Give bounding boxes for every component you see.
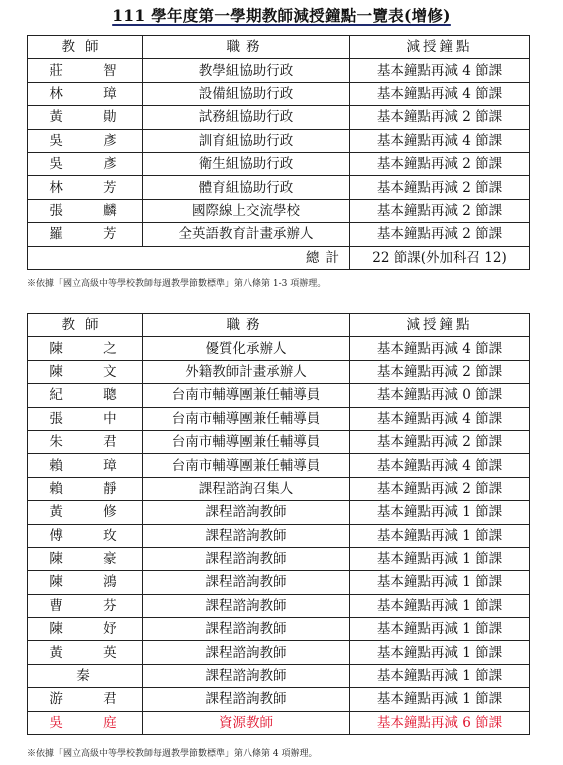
header-hours: 減授鐘點 <box>350 36 530 59</box>
hours-cell: 基本鐘點再減 1 節課 <box>350 664 530 687</box>
teacher-name-cell: 游 君 <box>28 688 143 711</box>
hours-cell: 基本鐘點再減 1 節課 <box>350 641 530 664</box>
teacher-name-cell: 吳 彥 <box>28 152 143 175</box>
table-row <box>28 407 530 430</box>
teacher-name-cell: 吳 彥 <box>28 129 143 152</box>
hours-cell: 基本鐘點再減 6 節課 <box>350 711 530 734</box>
table-header-row <box>28 36 530 59</box>
hours-cell: 基本鐘點再減 1 節課 <box>350 688 530 711</box>
table-row <box>28 524 530 547</box>
hours-cell: 基本鐘點再減 4 節課 <box>350 337 530 360</box>
hours-cell: 基本鐘點再減 2 節課 <box>350 477 530 500</box>
table-row <box>28 641 530 664</box>
table-row <box>28 360 530 383</box>
hours-cell: 基本鐘點再減 2 節課 <box>350 106 530 129</box>
duty-cell: 外籍教師計畫承辦人 <box>143 360 350 383</box>
hours-cell: 基本鐘點再減 1 節課 <box>350 594 530 617</box>
table-row <box>28 594 530 617</box>
hours-cell: 基本鐘點再減 2 節課 <box>350 430 530 453</box>
duty-cell: 優質化承辦人 <box>143 337 350 360</box>
header-duty: 職務 <box>143 314 350 337</box>
header-teacher: 教師 <box>28 36 143 59</box>
page-title-text: 111 學年度第一學期教師減授鐘點一覽表(增修) <box>112 6 451 25</box>
hours-cell: 基本鐘點再減 4 節課 <box>350 82 530 105</box>
teacher-name-cell: 羅 芳 <box>28 223 143 246</box>
footnote-1: ※依據「國立高級中等學校教師每週教學節數標準」第八條第 1-3 項辦理。 <box>27 279 327 289</box>
table-row <box>28 199 530 222</box>
hours-cell: 基本鐘點再減 2 節課 <box>350 360 530 383</box>
teacher-name-cell: 秦 <box>28 664 143 687</box>
special-duty-reduction-table <box>27 313 530 735</box>
total-value: 22 節課(外加科召 12) <box>350 246 530 269</box>
duty-cell: 設備組協助行政 <box>143 82 350 105</box>
hours-cell: 基本鐘點再減 1 節課 <box>350 501 530 524</box>
hours-cell: 基本鐘點再減 2 節課 <box>350 176 530 199</box>
duty-cell: 試務組協助行政 <box>143 106 350 129</box>
teacher-name-cell: 陳 妤 <box>28 618 143 641</box>
teacher-name-cell: 林 芳 <box>28 176 143 199</box>
table-row <box>28 547 530 570</box>
duty-cell: 台南市輔導團兼任輔導員 <box>143 430 350 453</box>
duty-cell: 課程諮詢教師 <box>143 547 350 570</box>
teacher-name-cell: 黃 英 <box>28 641 143 664</box>
duty-cell: 課程諮詢教師 <box>143 594 350 617</box>
teacher-name-cell: 賴 靜 <box>28 477 143 500</box>
total-row <box>28 246 530 269</box>
hours-cell: 基本鐘點再減 2 節課 <box>350 199 530 222</box>
duty-cell: 資源教師 <box>143 711 350 734</box>
teacher-name-cell: 曹 芬 <box>28 594 143 617</box>
hours-cell: 基本鐘點再減 1 節課 <box>350 618 530 641</box>
duty-cell: 衛生組協助行政 <box>143 152 350 175</box>
duty-cell: 課程諮詢教師 <box>143 571 350 594</box>
hours-cell: 基本鐘點再減 4 節課 <box>350 454 530 477</box>
duty-cell: 台南市輔導團兼任輔導員 <box>143 384 350 407</box>
hours-cell: 基本鐘點再減 0 節課 <box>350 384 530 407</box>
hours-cell: 基本鐘點再減 2 節課 <box>350 223 530 246</box>
hours-cell: 基本鐘點再減 2 節課 <box>350 152 530 175</box>
teacher-name-cell: 紀 聰 <box>28 384 143 407</box>
footnote-2: ※依據「國立高級中等學校教師每週教學節數標準」第八條第 4 項辦理。 <box>27 749 318 759</box>
header-duty: 職務 <box>143 36 350 59</box>
duty-cell: 課程諮詢召集人 <box>143 477 350 500</box>
duty-cell: 台南市輔導團兼任輔導員 <box>143 454 350 477</box>
duty-cell: 台南市輔導團兼任輔導員 <box>143 407 350 430</box>
teacher-name-cell: 黃 勛 <box>28 106 143 129</box>
teacher-name-cell: 吳 庭 <box>28 711 143 734</box>
duty-cell: 課程諮詢教師 <box>143 618 350 641</box>
table-row <box>28 454 530 477</box>
hours-cell: 基本鐘點再減 4 節課 <box>350 59 530 82</box>
table-row <box>28 384 530 407</box>
teacher-name-cell: 陳 之 <box>28 337 143 360</box>
page-title <box>0 4 563 26</box>
table-row <box>28 430 530 453</box>
table-row <box>28 106 530 129</box>
teacher-name-cell: 陳 文 <box>28 360 143 383</box>
duty-cell: 課程諮詢教師 <box>143 524 350 547</box>
table-row <box>28 711 530 734</box>
hours-cell: 基本鐘點再減 1 節課 <box>350 547 530 570</box>
duty-cell: 教學組協助行政 <box>143 59 350 82</box>
admin-reduction-table <box>27 35 530 270</box>
table-row <box>28 571 530 594</box>
duty-cell: 課程諮詢教師 <box>143 641 350 664</box>
table-row <box>28 152 530 175</box>
table-row <box>28 664 530 687</box>
table-header-row <box>28 314 530 337</box>
table-row <box>28 176 530 199</box>
hours-cell: 基本鐘點再減 4 節課 <box>350 407 530 430</box>
duty-cell: 全英語教育計畫承辦人 <box>143 223 350 246</box>
duty-cell: 國際線上交流學校 <box>143 199 350 222</box>
table-row <box>28 82 530 105</box>
teacher-name-cell: 林 璋 <box>28 82 143 105</box>
teacher-name-cell: 莊 智 <box>28 59 143 82</box>
duty-cell: 訓育組協助行政 <box>143 129 350 152</box>
teacher-name-cell: 陳 鴻 <box>28 571 143 594</box>
hours-cell: 基本鐘點再減 1 節課 <box>350 524 530 547</box>
duty-cell: 課程諮詢教師 <box>143 664 350 687</box>
duty-cell: 體育組協助行政 <box>143 176 350 199</box>
teacher-name-cell: 賴 璋 <box>28 454 143 477</box>
header-hours: 減授鐘點 <box>350 314 530 337</box>
table-row <box>28 477 530 500</box>
table-row <box>28 337 530 360</box>
teacher-name-cell: 張 麟 <box>28 199 143 222</box>
table-row <box>28 618 530 641</box>
hours-cell: 基本鐘點再減 1 節課 <box>350 571 530 594</box>
table-row <box>28 223 530 246</box>
duty-cell: 課程諮詢教師 <box>143 688 350 711</box>
teacher-name-cell: 傅 玫 <box>28 524 143 547</box>
table-row <box>28 688 530 711</box>
hours-cell: 基本鐘點再減 4 節課 <box>350 129 530 152</box>
table-row <box>28 59 530 82</box>
duty-cell: 課程諮詢教師 <box>143 501 350 524</box>
teacher-name-cell: 黃 修 <box>28 501 143 524</box>
total-label: 總計 <box>28 246 350 269</box>
table-row <box>28 501 530 524</box>
header-teacher: 教師 <box>28 314 143 337</box>
table-row <box>28 129 530 152</box>
teacher-name-cell: 陳 豪 <box>28 547 143 570</box>
teacher-name-cell: 朱 君 <box>28 430 143 453</box>
teacher-name-cell: 張 中 <box>28 407 143 430</box>
